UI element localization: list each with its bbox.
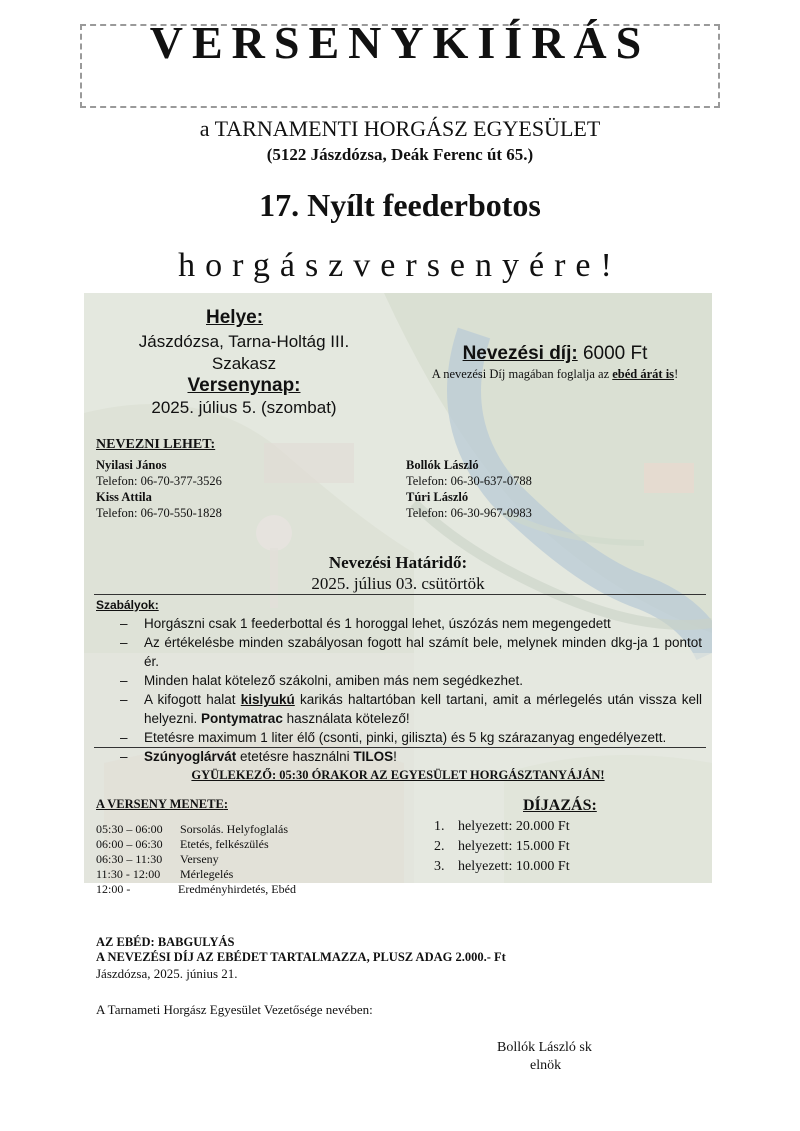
document-title: VERSENYKIÍRÁS [149, 17, 651, 68]
divider [94, 747, 706, 748]
rule-item: – Az értékelésbe minden szabályosan fogott hal számít bele, melynek minden dkg-ja 1 pontot ér. [96, 633, 702, 671]
contact-phone: Telefon: 06-70-377-3526 [96, 474, 222, 488]
prize-number: 3. [434, 859, 445, 874]
entry-fee [380, 343, 730, 365]
schedule-activity: Etetés, felkészülés [180, 837, 269, 851]
rules-list [96, 614, 702, 766]
contact-card [96, 457, 222, 489]
location-line-2: Szakasz [211, 354, 277, 373]
prize-number: 1. [434, 819, 445, 834]
race-day-value: 2025. július 5. (szombat) [151, 398, 337, 417]
race-day-label: Versenynap: [187, 375, 301, 396]
schedule-time: 05:30 – 06:00 [96, 822, 163, 836]
prize-item [434, 817, 570, 837]
prize-item [434, 857, 570, 877]
schedule-activity: Verseny [180, 852, 219, 866]
signer-name: Bollók László sk [497, 1040, 592, 1055]
contact-card [406, 489, 532, 521]
fee-note-text: A nevezési Díj magában foglalja az [431, 367, 613, 381]
rules-heading: Szabályok: [96, 598, 159, 612]
schedule-heading-colon: : [223, 797, 228, 811]
schedule-row [96, 867, 296, 882]
fee-note-end: ! [674, 367, 679, 381]
rule-item: – Horgászni csak 1 feederbottal és 1 horoggal lehet, úszózás nem megengedett [96, 614, 702, 633]
lunch-fee-note: A NEVEZÉSI DÍJ AZ EBÉDET TARTALMAZZA, PLUSZ ADAG 2.000.- Ft [96, 950, 506, 964]
contact-card [96, 489, 222, 521]
rule-text: etetésre használni [236, 749, 354, 764]
schedule-heading-text: A VERSENY MENETE [96, 797, 224, 811]
rule-text: A kifogott halat [144, 692, 241, 707]
organizer-name: a TARNAMENTI HORGÁSZ EGYESÜLET [199, 116, 601, 141]
on-behalf-line: A Tarnameti Horgász Egyesület Vezetősége nevében: [96, 1002, 373, 1017]
schedule-row [96, 822, 296, 837]
prize-item [434, 837, 570, 857]
schedule-time: 06:30 – 11:30 [96, 852, 163, 866]
rule-text: karikás haltartóban kell tartani, amit a mérlegelés után vissza kell helyezni. [144, 692, 702, 726]
schedule-list [96, 822, 296, 897]
prizes-heading-colon: : [591, 797, 597, 814]
schedule-row [96, 852, 296, 867]
schedule-time: 12:00 - [96, 882, 131, 896]
schedule-time: 11:30 - 12:00 [96, 867, 161, 881]
location-label: Helye: [206, 307, 264, 328]
rule-item: – Minden halat kötelező szákolni, amiben más nem segédkezhet. [96, 671, 702, 690]
contact-name: Kiss Attila [96, 490, 152, 504]
rule-emphasis: kislyukú [240, 692, 295, 707]
schedule-activity: Eredményhirdetés, Ebéd [178, 882, 296, 896]
signer-role: elnök [530, 1058, 562, 1073]
prizes-heading-text: DÍJAZÁS [523, 797, 592, 814]
event-subtitle: horgászversenyére! [178, 247, 622, 284]
rule-item [96, 747, 702, 766]
event-title: 17. Nyílt feederbotos [259, 187, 541, 223]
prizes-list [434, 817, 570, 877]
gathering-notice: GYÜLEKEZŐ: 05:30 ÓRAKOR AZ EGYESÜLET HORGÁSZTANYÁJÁN! [191, 768, 605, 782]
schedule-activity: Sorsolás. Helyfoglalás [180, 822, 288, 836]
location-line-1: Jászdózsa, Tarna-Holtág III. [138, 332, 350, 351]
contact-phone: Telefon: 06-70-550-1828 [96, 506, 222, 520]
rule-text: ! [393, 749, 397, 764]
divider [94, 594, 706, 595]
prize-text: helyezett: 15.000 Ft [458, 839, 570, 854]
issue-date-place: Jászdózsa, 2025. június 21. [96, 966, 238, 981]
fee-note-highlight: ebéd árát is [612, 367, 675, 381]
rule-emphasis: Szúnyoglárvát [144, 749, 237, 764]
rule-emphasis: Pontymatrac [201, 711, 283, 726]
rule-emphasis: TILOS [353, 749, 394, 764]
schedule-row [96, 837, 296, 852]
lunch-menu: AZ EBÉD: BABGULYÁS [96, 935, 235, 949]
deadline-label: Nevezési Határidő: [328, 553, 468, 572]
contact-name: Bollók László [406, 458, 479, 472]
entry-fee-label: Nevezési díj: [462, 343, 578, 364]
entry-fee-value: 6000 Ft [582, 343, 648, 364]
prizes-heading [523, 797, 597, 815]
organizer-address: (5122 Jászdózsa, Deák Ferenc út 65.) [266, 145, 534, 164]
schedule-activity: Mérlegelés [180, 867, 234, 881]
schedule-heading [96, 797, 228, 812]
rule-item [96, 690, 702, 728]
contact-name: Túri László [406, 490, 469, 504]
prize-text: helyezett: 20.000 Ft [458, 819, 570, 834]
schedule-row [96, 882, 296, 897]
prize-text: helyezett: 10.000 Ft [458, 859, 570, 874]
schedule-time: 06:00 – 06:30 [96, 837, 163, 851]
deadline-value: 2025. július 03. csütörtök [311, 574, 485, 593]
rule-item: – Etetésre maximum 1 liter élő (csonti, pinki, giliszta) és 5 kg szárazanyag engedélyezett. [96, 728, 702, 747]
entry-fee-note [380, 367, 730, 382]
contact-phone: Telefon: 06-30-967-0983 [406, 506, 532, 520]
prize-number: 2. [434, 839, 445, 854]
contact-card [406, 457, 532, 489]
location-value [84, 331, 404, 375]
rule-text: használata kötelező! [282, 711, 410, 726]
contact-name: Nyilasi János [96, 458, 167, 472]
contacts-heading: NEVEZNI LEHET: [96, 437, 216, 452]
contact-phone: Telefon: 06-30-637-0788 [406, 474, 532, 488]
